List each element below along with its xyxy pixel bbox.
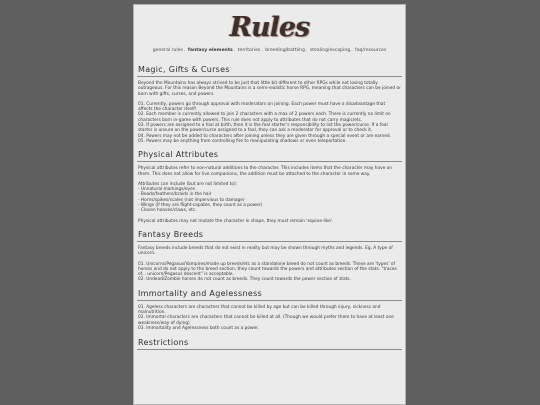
section-heading: Immortality and Agelessness [137,289,402,301]
list-item: 02. Undead/Zombie horses do not count as breeds. They count towards the power section of stats. [138,277,351,283]
section-heading: Restrictions [137,338,402,350]
list-item: 05. Powers may be anything from controlling fire to manipulating shadows or even teleportation. [138,138,347,144]
nav-link-breeding-battling[interactable]: breeding/battling [265,48,305,53]
content-panel [133,4,406,405]
section-magic-gifts-curses [137,65,402,144]
section-heading: Fantasy Breeds [137,230,402,242]
list-item: 03. Immortality and Agelessness both count as a power. [138,325,259,331]
section-paragraph: Fantasy breeds include breeds that do not exist in reality but may be shown through myths and legends. Eg. A type of unicorn. [138,245,393,257]
section-paragraph: Beyond the Mountains has always strived to be just that little bit different to other RPGs while not losing totally outrageous. For this reason Beyond the Mountains is a semi-realistic horse RPG, meaning that characters can be joined or born with gifts, curses, and powers. [138,81,401,97]
section-heading: Physical Attributes [137,150,402,162]
list-item: 03. If powers are assigned to a foal at birth, then it is the foal starter's responsibility to list the power/curse. If a foal starter is unsure on the power/curse assigned to a foal, they can ask a moderator for approval or to check it. [138,123,388,134]
nav-bar: general rules. fantasy elements. territories. breeding/battling. stealing/escaping. faq/resources [152,48,387,53]
section-paragraph: Physical attributes may not mutate the character in shape, they must remain 'equine-like'. [138,218,334,224]
list-item: 02. Immortal characters are characters that cannot be killed at all. (Though we would prefer them to have at least one weakness/way of dying) [138,315,394,326]
list-item: 01. Currently, powers go through approval with moderators on joining. Each power must have a disadvantage that affects the character itself! [138,101,386,113]
list-item: 01. Ageless characters are characters that cannot be killed by age but can be killed through injury, sickness and malnutrition. [138,304,381,316]
section-restrictions [137,338,402,350]
section-fantasy-breeds [137,230,402,283]
list-item: - Horns/spikes/scales (not impervious to damage) [138,197,245,203]
nav-link-stealing-escaping[interactable]: stealing/escaping [309,48,351,53]
nav-link-faq-resources[interactable]: faq/resources [355,48,387,53]
section-heading: Magic, Gifts & Curses [137,65,402,77]
site-logo: Rules [229,12,310,43]
list-item: 02. Each member is currently allowed to join 2 characters with a max of 2 powers each. There is currently no limit on characters born in-game with powers. This rule does not apply to attributes that do not carry magic/etc. [138,112,391,123]
section-physical-attributes [137,150,402,224]
nav-link-territories[interactable]: territories [237,48,261,53]
list-intro: Attributes can include (but are not limited to): [138,181,238,187]
list-item: 04. Powers may not be added to characters after joining unless they are given through a special event or are earned. [138,133,391,139]
section-immortality-agelessness [137,289,402,331]
list-item: - Unnatural markings/eyes [138,187,195,193]
nav-link-general-rules[interactable]: general rules [152,48,183,53]
list-item: - Wings (if they are flight-capable, they count as a power) [138,203,263,209]
nav-link-fantasy-elements[interactable]: fantasy elements [187,48,233,53]
list-item: - Cloven hooves/claws, etc. [138,208,197,214]
list-item: - Beads/feathers/braids in the hair [138,192,212,198]
list-item: 01. Unicorns/Pegasus/Vampires/made up breeds/etc as a standalone breed do not count as breeds. These are 'types' of horses and do not apply to the breed section, they count towards the powers and attributes section of the stats. "traces of... unicorn/Pegasus descent" is acceptable. [138,261,397,278]
section-paragraph: Physical attributes refer to non-natural additions to the character. This includes items that the character may have on them. This does not allow for live companions, the addition must be attached to the character in some way. [138,166,393,177]
